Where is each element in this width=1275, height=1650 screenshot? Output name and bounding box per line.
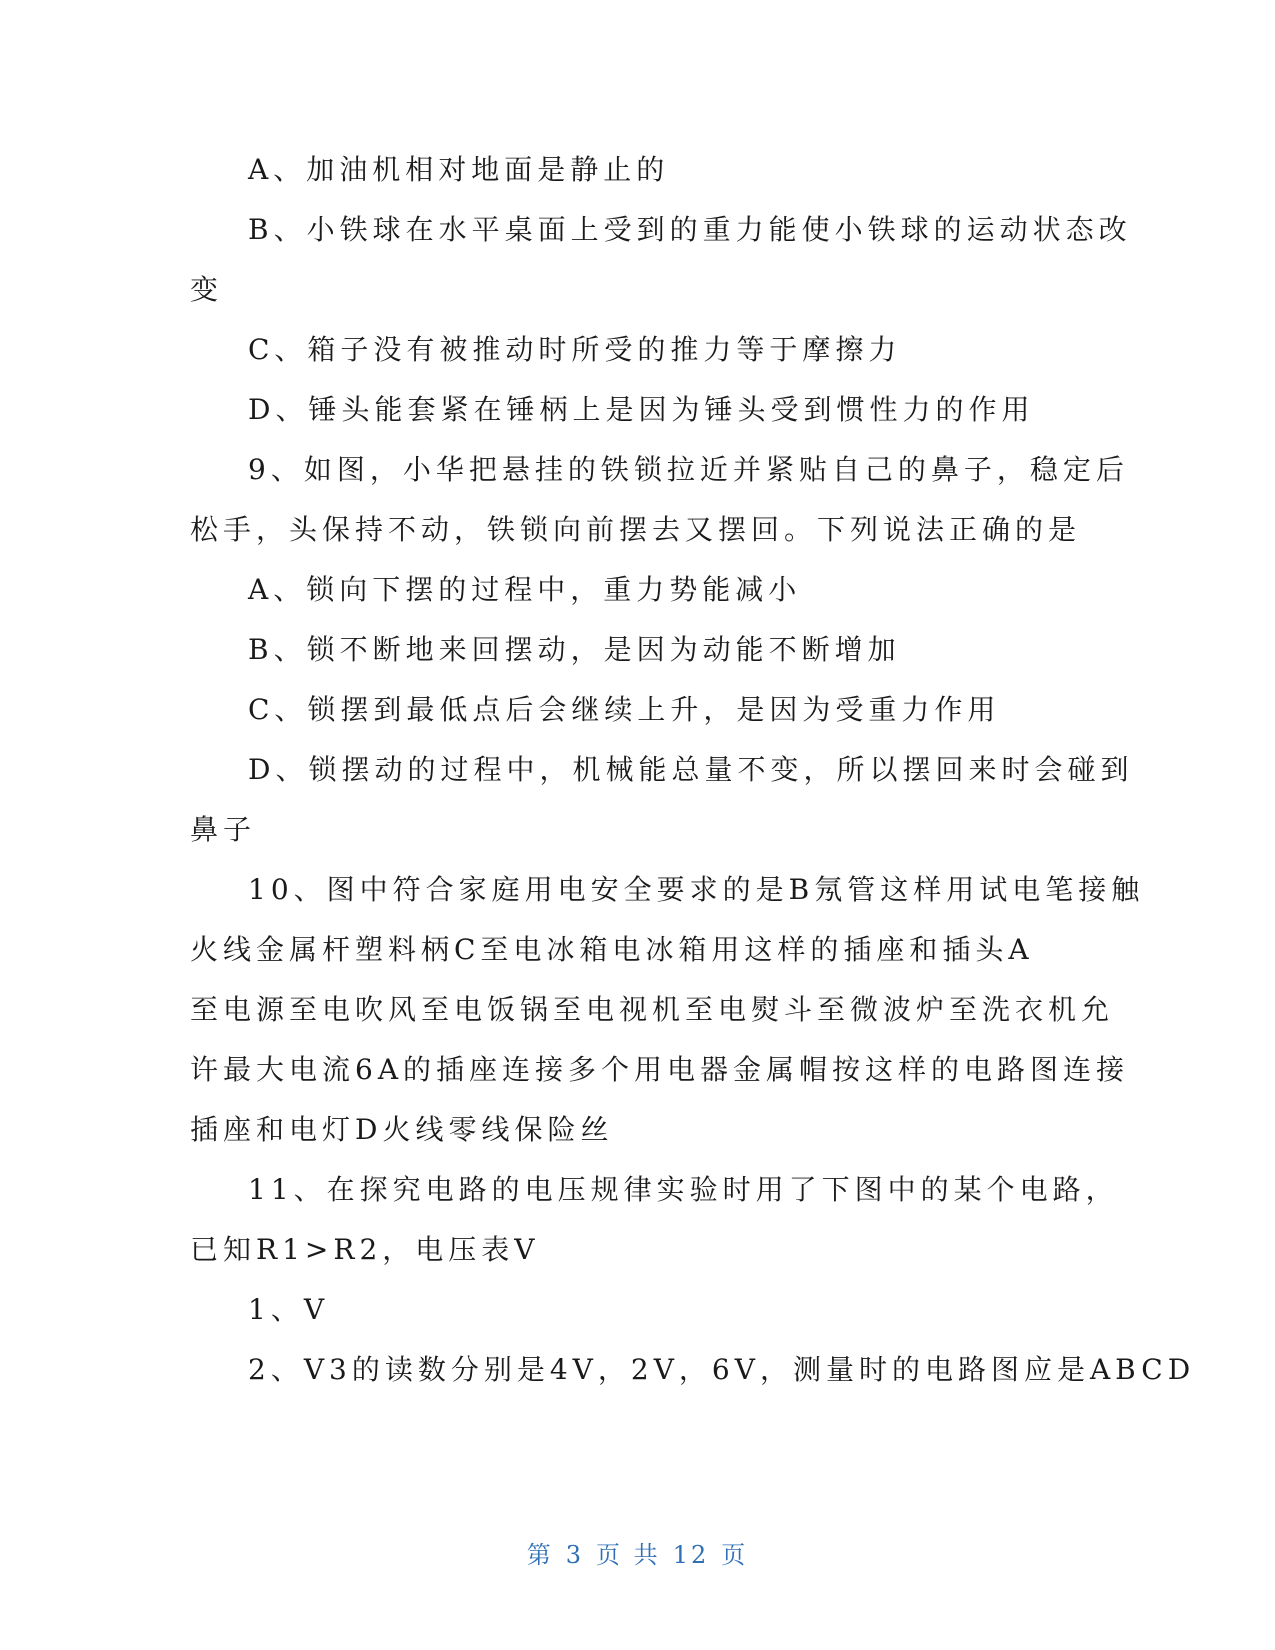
option-line: D、锁摆动的过程中，机械能总量不变，所以摆回来时会碰到 [248, 753, 1134, 786]
option-line: A、加油机相对地面是静止的 [248, 153, 670, 186]
option-line: C、箱子没有被推动时所受的推力等于摩擦力 [248, 333, 902, 366]
footer-suffix: 页 [721, 1541, 749, 1569]
question-line-continuation: 已知R1>R2，电压表V [190, 1233, 540, 1266]
question-line: 11、在探究电路的电压规律实验时用了下图中的某个电路， [248, 1173, 1119, 1206]
sub-item-line: 2、V3的读数分别是4V，2V，6V，测量时的电路图应是ABCD [248, 1353, 1196, 1386]
question-line-continuation: 火线金属杆塑料柄C至电冰箱电冰箱用这样的插座和插头A [190, 933, 1034, 966]
current-page-number: 3 [565, 1541, 585, 1569]
option-line-continuation: 鼻子 [190, 813, 257, 846]
page-footer [0, 1535, 1275, 1570]
sub-item-line: 1、V [248, 1293, 330, 1326]
footer-prefix: 第 [526, 1541, 554, 1569]
question-line-continuation: 插座和电灯D火线零线保险丝 [190, 1113, 614, 1146]
question-line-continuation: 松手，头保持不动，铁锁向前摆去又摆回。下列说法正确的是 [190, 513, 1082, 546]
option-line: B、锁不断地来回摆动，是因为动能不断增加 [248, 633, 901, 666]
option-line-continuation: 变 [190, 273, 224, 306]
question-line-continuation: 许最大电流6A的插座连接多个用电器金属帽按这样的电路图连接 [190, 1053, 1130, 1086]
option-line: B、小铁球在水平桌面上受到的重力能使小铁球的运动状态改 [248, 213, 1132, 246]
document-body [190, 140, 1196, 1400]
question-line: 10、图中符合家庭用电安全要求的是B氖管这样用试电笔接触 [248, 873, 1145, 906]
option-line: D、锤头能套紧在锤柄上是因为锤头受到惯性力的作用 [248, 393, 1035, 426]
option-line: A、锁向下摆的过程中，重力势能减小 [248, 573, 802, 606]
option-line: C、锁摆到最低点后会继续上升，是因为受重力作用 [248, 693, 1001, 726]
question-line-continuation: 至电源至电吹风至电饭锅至电视机至电熨斗至微波炉至洗衣机允 [190, 993, 1115, 1026]
total-pages-number: 12 [672, 1541, 710, 1569]
question-line: 9、如图，小华把悬挂的铁锁拉近并紧贴自己的鼻子，稳定后 [248, 453, 1129, 486]
footer-middle: 页 共 [596, 1541, 661, 1569]
